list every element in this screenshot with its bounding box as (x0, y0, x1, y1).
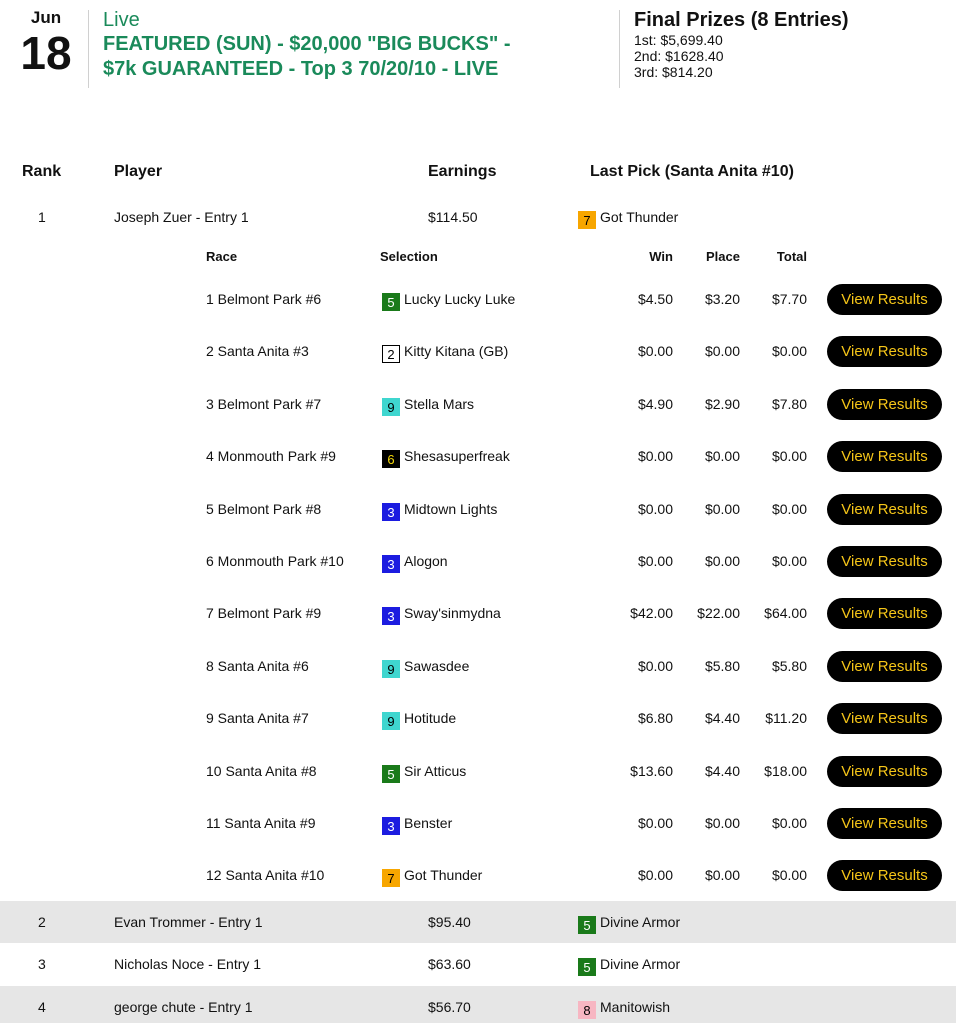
horse-name: Lucky Lucky Luke (404, 291, 516, 307)
horse-name: Kitty Kitana (GB) (404, 343, 509, 360)
win-payout: $4.50 (637, 291, 673, 307)
horse-name: Hotitude (404, 710, 457, 727)
total-payout: $7.80 (771, 395, 807, 412)
program-number-badge: 5 (382, 765, 400, 783)
race-name: 3 Belmont Park #7 (206, 395, 322, 412)
program-number-badge: 5 (382, 293, 400, 311)
total-payout: $11.20 (765, 710, 807, 727)
rank-value: 1 (38, 209, 46, 225)
horse-name: Divine Armor (600, 956, 681, 973)
total-payout: $0.00 (771, 867, 807, 884)
column-header-player: Player (114, 163, 163, 180)
race-name: 1 Belmont Park #6 (206, 291, 322, 307)
standings-row-leader[interactable] (0, 196, 956, 238)
race-detail-row (0, 430, 956, 482)
contest-header (0, 0, 956, 100)
horse-name: Manitowish (600, 998, 671, 1015)
program-number-badge: 7 (382, 869, 400, 887)
total-payout: $0.00 (771, 448, 807, 465)
selection (382, 535, 448, 587)
race-name: 2 Santa Anita #3 (206, 343, 309, 360)
standings-row[interactable] (0, 986, 956, 1023)
total-payout: $5.80 (771, 657, 807, 674)
player-name: george chute - Entry 1 (114, 998, 253, 1015)
detail-header-race: Race (206, 249, 238, 264)
prize-second: 2nd: $1628.40 (634, 48, 724, 64)
total-payout: $0.00 (771, 553, 807, 569)
win-payout: $0.00 (637, 500, 673, 517)
race-name: 6 Monmouth Park #10 (206, 553, 344, 569)
contest-name-line-1: FEATURED (SUN) - $20,000 "BIG BUCKS" - (103, 33, 511, 55)
contest-date (14, 8, 78, 78)
column-header-earnings: Earnings (428, 163, 497, 180)
header-divider (619, 10, 620, 88)
view-results-button[interactable]: View Results (827, 860, 942, 891)
total-payout: $7.70 (771, 291, 807, 307)
program-number-badge: 2 (382, 345, 400, 363)
date-month: Jun (30, 8, 62, 27)
place-payout: $2.90 (704, 395, 740, 412)
race-detail-row (0, 640, 956, 692)
place-payout: $3.20 (704, 291, 740, 307)
program-number-badge: 3 (382, 503, 400, 521)
standings-row[interactable] (0, 901, 956, 943)
selection (382, 849, 482, 901)
view-results-button[interactable]: View Results (827, 808, 942, 839)
detail-header-total: Total (776, 249, 807, 264)
win-payout: $0.00 (637, 343, 673, 360)
view-results-button[interactable]: View Results (827, 389, 942, 420)
program-number-badge: 9 (382, 398, 400, 416)
view-results-button[interactable]: View Results (827, 336, 942, 367)
race-detail-row (0, 692, 956, 744)
race-name: 8 Santa Anita #6 (206, 657, 309, 674)
prize-first: 1st: $5,699.40 (634, 32, 723, 48)
place-payout: $5.80 (704, 657, 740, 674)
race-name: 11 Santa Anita #9 (206, 815, 316, 831)
total-payout: $64.00 (764, 605, 807, 622)
place-payout: $4.40 (704, 710, 740, 727)
program-number-badge: 5 (578, 916, 596, 934)
race-name: 9 Santa Anita #7 (206, 710, 309, 727)
view-results-button[interactable]: View Results (827, 703, 942, 734)
total-payout: $18.00 (764, 762, 807, 779)
final-prizes (634, 8, 954, 80)
race-detail-row (0, 797, 956, 849)
win-payout: $6.80 (637, 710, 673, 727)
win-payout: $0.00 (637, 657, 673, 674)
win-payout: $0.00 (637, 553, 673, 569)
view-results-button[interactable]: View Results (827, 651, 942, 682)
column-header-last-pick: Last Pick (Santa Anita #10) (590, 163, 794, 180)
view-results-button[interactable]: View Results (827, 546, 942, 577)
total-payout: $0.00 (771, 343, 807, 360)
detail-header-win: Win (649, 249, 673, 264)
view-results-button[interactable]: View Results (827, 284, 942, 315)
race-name: 12 Santa Anita #10 (206, 867, 325, 884)
place-payout: $0.00 (704, 500, 740, 517)
player-name: Evan Trommer - Entry 1 (114, 914, 263, 930)
rank-value: 3 (38, 956, 46, 973)
place-payout: $0.00 (704, 448, 740, 465)
program-number-badge: 3 (382, 817, 400, 835)
view-results-button[interactable]: View Results (827, 494, 942, 525)
program-number-badge: 8 (578, 1001, 596, 1019)
win-payout: $0.00 (637, 867, 673, 884)
horse-name: Benster (404, 815, 453, 831)
race-name: 10 Santa Anita #8 (206, 762, 317, 779)
last-pick (578, 943, 680, 985)
header-divider (88, 10, 89, 88)
race-detail-row (0, 325, 956, 377)
selection (382, 483, 497, 535)
program-number-badge: 3 (382, 607, 400, 625)
race-detail-row (0, 273, 956, 325)
race-name: 5 Belmont Park #8 (206, 500, 322, 517)
horse-name: Stella Mars (404, 395, 475, 412)
horse-name: Got Thunder (404, 867, 483, 884)
selection (382, 273, 515, 325)
win-payout: $13.60 (630, 762, 673, 779)
last-pick (578, 986, 670, 1023)
race-detail-row (0, 483, 956, 535)
player-name: Nicholas Noce - Entry 1 (114, 956, 262, 973)
win-payout: $4.90 (637, 395, 673, 412)
selection (382, 745, 466, 797)
earnings-value: $114.50 (428, 209, 478, 225)
selection (382, 797, 452, 849)
view-results-button[interactable]: View Results (827, 756, 942, 787)
view-results-button[interactable]: View Results (827, 441, 942, 472)
horse-name: Got Thunder (600, 209, 679, 225)
win-payout: $42.00 (630, 605, 673, 622)
selection (382, 325, 508, 377)
total-payout: $0.00 (771, 815, 807, 831)
horse-name: Sawasdee (404, 657, 470, 674)
place-payout: $0.00 (704, 867, 740, 884)
horse-name: Divine Armor (600, 914, 681, 930)
place-payout: $0.00 (704, 343, 740, 360)
date-day: 18 (20, 27, 72, 79)
selection (382, 640, 469, 692)
contest-status: Live (103, 9, 140, 31)
prize-third: 3rd: $814.20 (634, 64, 713, 80)
place-payout: $0.00 (704, 553, 740, 569)
standings-row[interactable] (0, 943, 956, 985)
prizes-title: Final Prizes (8 Entries) (634, 9, 849, 31)
selection (382, 378, 474, 430)
program-number-badge: 6 (382, 450, 400, 468)
race-detail-row (0, 535, 956, 587)
horse-name: Midtown Lights (404, 500, 498, 517)
earnings-value: $63.60 (428, 956, 471, 973)
win-payout: $0.00 (637, 448, 673, 465)
earnings-value: $95.40 (428, 914, 471, 930)
view-results-button[interactable]: View Results (827, 598, 942, 629)
horse-name: Sir Atticus (404, 762, 467, 779)
column-header-rank: Rank (22, 163, 62, 180)
detail-header-place: Place (706, 249, 740, 264)
place-payout: $0.00 (704, 815, 740, 831)
race-name: 4 Monmouth Park #9 (206, 448, 336, 465)
place-payout: $22.00 (697, 605, 740, 622)
contest-title-block (103, 8, 603, 82)
last-pick (578, 196, 678, 238)
horse-name: Shesasuperfreak (404, 448, 510, 465)
rank-value: 2 (38, 914, 46, 930)
program-number-badge: 9 (382, 660, 400, 678)
race-detail-row (0, 587, 956, 639)
contest-name-line-2: $7k GUARANTEED - Top 3 70/20/10 - LIVE (103, 58, 499, 80)
total-payout: $0.00 (771, 500, 807, 517)
win-payout: $0.00 (637, 815, 673, 831)
race-detail-row (0, 378, 956, 430)
race-detail-row (0, 745, 956, 797)
selection (382, 430, 510, 482)
selection (382, 692, 456, 744)
selection (382, 587, 501, 639)
detail-header-selection: Selection (380, 249, 438, 264)
horse-name: Alogon (404, 553, 448, 569)
last-pick (578, 901, 680, 943)
program-number-badge: 7 (578, 211, 596, 229)
program-number-badge: 5 (578, 958, 596, 976)
place-payout: $4.40 (704, 762, 740, 779)
player-name: Joseph Zuer - Entry 1 (114, 209, 249, 225)
race-detail-row (0, 849, 956, 901)
race-name: 7 Belmont Park #9 (206, 605, 322, 622)
rank-value: 4 (38, 998, 46, 1015)
program-number-badge: 3 (382, 555, 400, 573)
program-number-badge: 9 (382, 712, 400, 730)
horse-name: Sway'sinmydna (404, 605, 501, 622)
earnings-value: $56.70 (428, 998, 471, 1015)
